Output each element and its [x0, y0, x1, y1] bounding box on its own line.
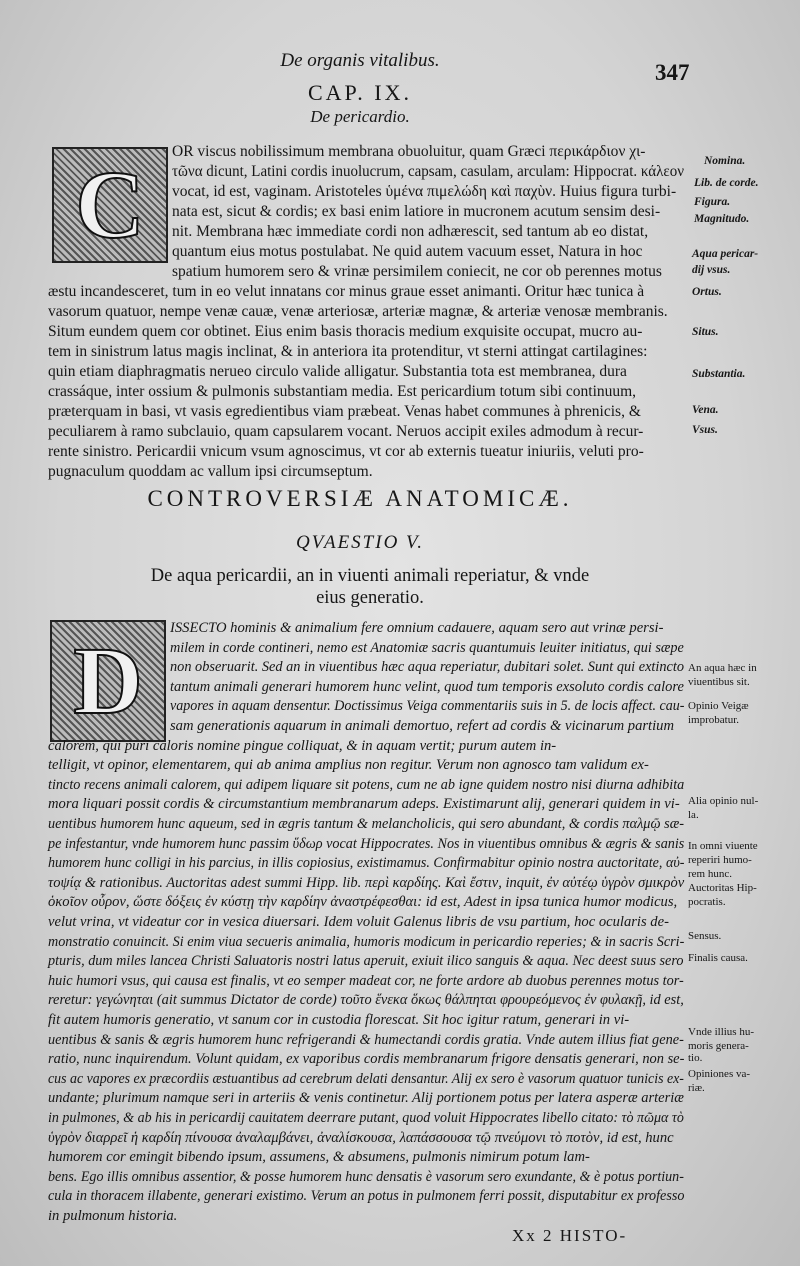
body-line: quin etiam diaphragmatis nerueo circulo valide alligatur. Substantia tota est membranea, dura [48, 363, 627, 380]
body-line: pturis, dum miles lancea Christi Saluatoris nostri latus aperuit, exiuit ilico sanguis & aqua. Nec deest suus sero [48, 953, 684, 970]
body-line: in pulmones, & ab his in pericardij cauitatem deerrare putant, quod voluit Hippocrates libello citato: τὸ πῶμα τὸ [48, 1110, 684, 1126]
marginal-note: Magnitudo. [694, 213, 750, 225]
marginal-note: Vsus. [692, 424, 718, 436]
marginal-note: Alia opinio nul- [688, 795, 759, 807]
body-line: tem in sinistrum latus magis inclinat, & in anteriora ita protenditur, vt sterni attingat cartilagines: [48, 343, 648, 360]
body-line: in pulmonum historia. [48, 1208, 178, 1224]
body-line: humorem hunc colligi in his parcius, in illis copiosius, existimamus. Confirmabitur opinio nostra auctoritate, αὐ- [48, 855, 685, 872]
body-line: undante; plurimum namque seri in arteriis & venis continetur. Alij portionem potus per latera asperæ arteriæ [48, 1090, 684, 1107]
body-line: OR viscus nobilissimum membrana obuoluitur, quam Græci περικάρδιον χι- [172, 143, 646, 160]
marginal-note: Figura. [694, 196, 731, 208]
body-line: τῶνα dicunt, Latini cordis inuolucrum, capsam, casulam, arculam: Hippocrat. κάλεον [172, 163, 685, 180]
body-line: velut vrina, vt videatur cor in vesica diuersari. Idem voluit Galenus libris de vsu partium, hoc ocularis de- [48, 914, 669, 930]
marginal-note: dij vsus. [692, 264, 731, 276]
chapter-subtitle: De pericardio. [310, 107, 410, 126]
question-number: QVAESTIO V. [296, 532, 424, 553]
decorated-initial-d [50, 620, 166, 742]
body-line: ὑγρὸν διαρρεῖ ἡ καρδίη πίνουσα ἀναλαμβάνει, ἀναλίσκουσα, λαπάσσουσα τῷ πνεύμονι τὸ ποτὸν, id est, hunc [48, 1129, 674, 1146]
body-line: mora liquari possit cordis & circumstantium membranarum adeps. Existimarunt alij, generari quidem in vi- [48, 796, 680, 813]
body-line: monstratio conuincit. Si enim viua secueris animalia, humoris modicum in pericardio reperies; & in sacris Scri- [48, 933, 685, 950]
page-number: 347 [655, 60, 690, 85]
body-line: sam generationis aquarum in animali demortuo, refert ad cordis & vicinarum partium [170, 718, 675, 734]
initial-letter: C [75, 151, 145, 258]
question-title-line: eius generatio. [316, 588, 424, 608]
chapter-title: CAP. IX. [307, 80, 413, 105]
section-heading: CONTROVERSIÆ ANATOMICÆ. [147, 486, 573, 511]
marginal-note: Auctoritas Hip- [688, 882, 757, 894]
marginal-note: Substantia. [692, 368, 746, 380]
body-line: pe infestantur, vnde humorem hunc passim ὕδωρ vocat Hippocrates. Nos in viuentibus omnibus & ægris & sanis [48, 835, 685, 852]
body-line: ὁκοῖον οὖρον, ὥστε δόξεις ἐν κύστῃ τὴν καρδίην ἀναστρέφεσθαι: id est, Adest in ipsa tunica humor modicus, [48, 894, 678, 911]
body-line: cus ac vapores ex præcordiis æstuantibus ad cerebrum delati densantur. Alij ex sero è vasorum quatuor tunicis ex- [48, 1070, 684, 1087]
initial-letter: D [73, 627, 143, 734]
body-line: τοψίᾳ & rationibus. Auctoritas adest summi Hipp. lib. περὶ καρδίης. Καὶ ἔστιν, inquit, ἐν αὐτέῳ ὑγρὸν σμικρὸν [48, 874, 685, 891]
body-line: cula in thoracem illabente, generari existimo. Verum an potus in pulmonem ferri possit, disputabitur ex professo [48, 1188, 685, 1205]
body-line: tantum animali generari humorem hunc velint, quod tum temporis exsoluto cordis calore [170, 678, 684, 695]
marginal-note: In omni viuente [688, 840, 758, 852]
body-line: vocat, id est, vaginam. Aristoteles ὑμένα πιμελώδη καὶ παχὺν. Huius figura turbi- [172, 183, 677, 200]
body-line: tincto recens animali calorem, qui adipem liquare sit potens, cum ne ab igne quidem nostro nisi diurna adhibita [48, 776, 685, 793]
body-line: quantum eius motus postulabat. Ne quid autem vacuum esset, Natura in hoc [172, 243, 643, 260]
body-line: peculiarem à ramo subclauio, quam capsularem vocant. Neruos accipit exiles admodum à recur- [48, 423, 644, 440]
body-line: huic humori vsus, qui causa est finalis, vt eo semper madeat cor, ne forte ardore ab duobus perennes motus tor- [48, 972, 684, 989]
marginal-note: viuentibus sit. [688, 676, 750, 688]
marginal-note: Opinio Veigæ [688, 700, 749, 712]
marginal-note: Opiniones va- [688, 1068, 751, 1080]
marginal-note: Situs. [692, 326, 719, 338]
marginal-note: riæ. [688, 1082, 705, 1094]
body-line: nit. Membrana hæc immediate cordi non adhærescit, sed tantum ab eo distat, [172, 223, 649, 240]
question-title-line: De aqua pericardii, an in viuenti animali reperiatur, & vnde [150, 566, 590, 586]
body-line: calorem, qui puri caloris nomine pingue colliquat, & in aquam vertit; purum autem in- [48, 737, 557, 754]
body-line: vapores in aquam densentur. Doctissimus Veiga commentariis suis in 5. de locis affect. cau- [170, 698, 685, 715]
body-line: æstu incandesceret, tum in eo velut innatans cor minus graue esset animanti. Oritur hæc tunica à [48, 283, 645, 300]
body-line: telligit, vt opinor, elementarem, qui ab anima amplius non regitur. Verum non agnosco tam validum ex- [48, 757, 649, 774]
body-line: rente sinistro. Pericardii vnicum vsum agnoscimus, vt cor ab externis tueatur iniuriis, veluti pro- [48, 443, 644, 460]
body-line: ISSECTO hominis & animalium fere omnium cadauere, aquam sero aut vrinæ persi- [170, 620, 664, 636]
marginal-note: Vena. [692, 404, 719, 416]
marginal-note: tio. [688, 1052, 703, 1064]
marginal-note: Vnde illius hu- [688, 1026, 754, 1038]
marginal-note: la. [688, 809, 699, 821]
marginal-note: Ortus. [692, 286, 722, 298]
body-line: uentibus & sanis & ægris humorem hunc refrigerandi & humectandi cordis gratia. Vnde autem illius fiat gene- [48, 1031, 684, 1048]
body-line: spatium humorem sero & vrinæ persimilem coniecit, ne cor ob perennes motus [172, 263, 662, 280]
marginal-note: rem hunc. [688, 868, 732, 880]
decorated-initial-c [52, 147, 168, 263]
body-line: præterquam in basi, vt vasis egredientibus viam præbeat. Venas habet communes à phrenicis, & [48, 403, 641, 420]
body-line: nata est, sicut & cordis; ex basi enim latiore in mucronem acutum sensim desi- [172, 203, 661, 220]
marginal-note: moris genera- [688, 1040, 749, 1052]
body-line: vasorum quatuor, nempe venæ cauæ, venæ arteriosæ, arteriæ magnæ, & arteriæ venosæ membranis. [48, 303, 668, 320]
marginal-note: reperiri humo- [688, 854, 752, 866]
running-head: De organis vitalibus. [280, 50, 440, 71]
marginal-note: Sensus. [688, 930, 722, 942]
body-line: ratio, nunc inquirendum. Volunt quidam, ex vaporibus cordis membranarum frigore densatis generari, non se- [48, 1051, 685, 1068]
body-line: pugnaculum quoddam ac vallum ipsi circumseptum. [48, 463, 373, 480]
marginal-note: Nomina. [704, 155, 746, 167]
marginal-note: Aqua pericar- [692, 248, 759, 260]
marginal-note: pocratis. [688, 896, 726, 908]
body-line: Situm eundem quem cor obtinet. Eius enim basis thoracis medium exquisite occupat, mucro au- [48, 323, 643, 340]
body-line: uentibus humorem hunc aqueum, sed in ægris tantum & melancholicis, qui sero abundant, & cordis παλμῷ sæ- [48, 816, 685, 832]
body-line: reretur: γεγώνηται (ait summus Dictator de corde) τοῦτο ἕνεκα ὅκως θάλπηται φρουρεόμενος ἐν φυλακῇ, id est, [48, 992, 684, 1009]
body-line: non obseruarit. Sed an in viuentibus hæc aqua reperiatur, dubitari solet. Sunt qui extincto [170, 659, 685, 676]
body-line: bens. Ego illis omnibus assentior, & posse humorem hunc densatis è vasorum sero exundante, & è potus portiun- [48, 1168, 684, 1185]
marginal-note: Lib. de corde. [694, 177, 759, 189]
body-line: humorem cor emingit bibendo ipsum, assumens, & absumens, pulmonis nimirum potum lam- [48, 1149, 590, 1166]
body-line: fit autem humoris generatio, vt sanum cor in custodia florescat. Sit hoc igitur ratum, generari in vi- [48, 1012, 630, 1028]
body-line: crassáque, inter ossium & pulmonis substantiam media. Est pericardium totum sibi continuum, [48, 383, 637, 400]
signature-catchword: Xx 2 HISTO- [512, 1226, 628, 1245]
marginal-note: Finalis causa. [688, 952, 748, 964]
marginal-note: improbatur. [688, 714, 740, 726]
body-line: milem in corde contineri, nemo est Anatomiæ sacris quantumuis leuiter initiatus, qui sæpe [170, 639, 684, 656]
marginal-note: An aqua hæc in [688, 662, 757, 674]
